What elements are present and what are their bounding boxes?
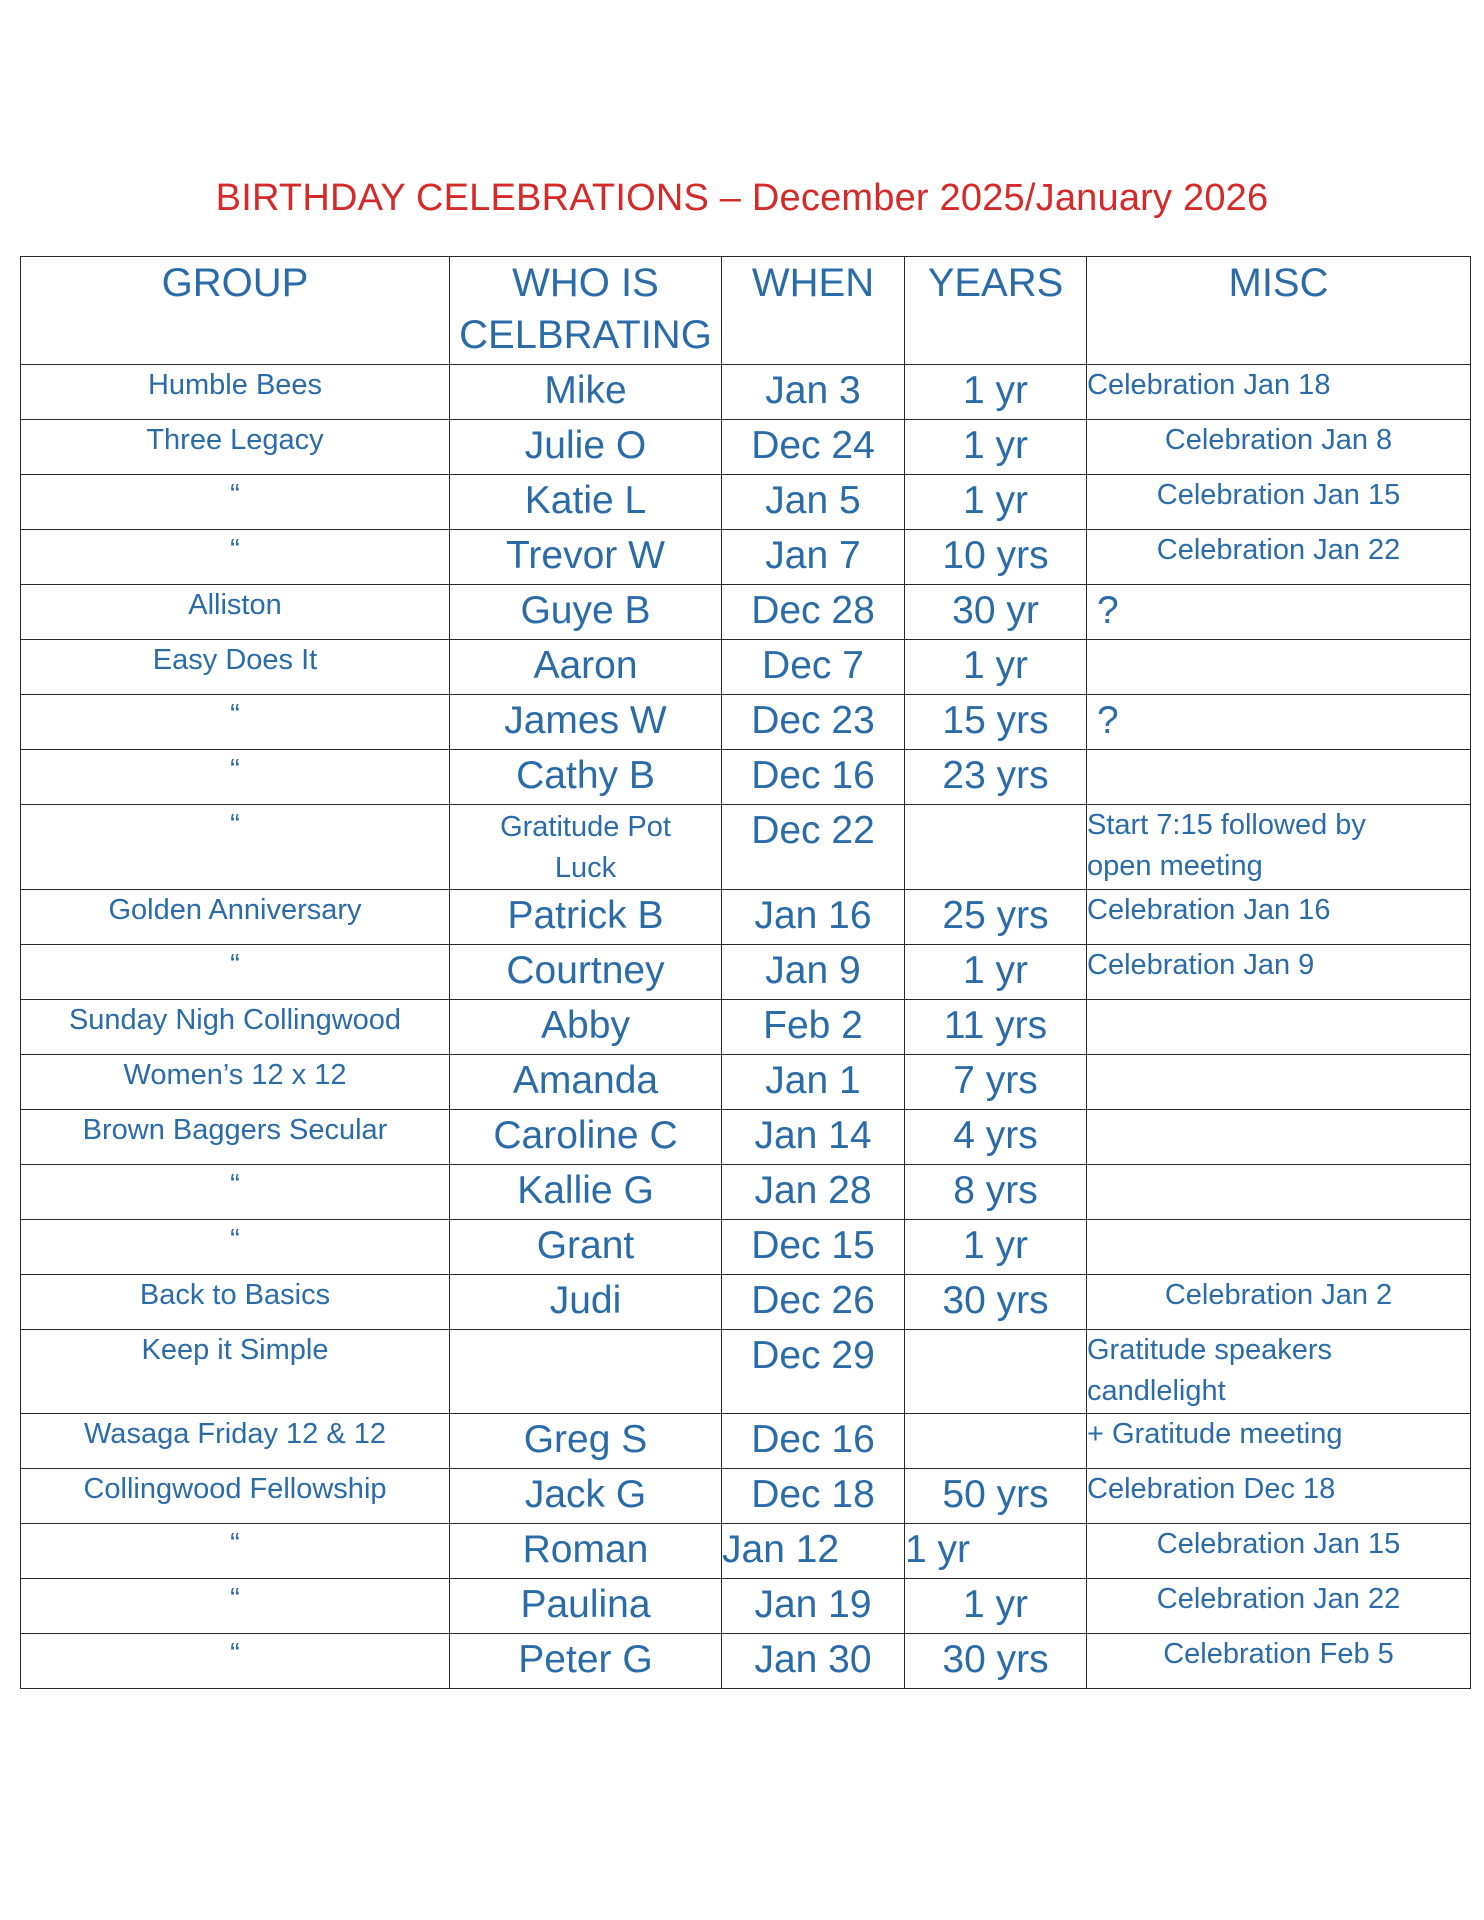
cell-when: Dec 23 xyxy=(722,695,905,750)
table-row xyxy=(21,750,1471,805)
table-row xyxy=(21,1330,1471,1414)
cell-who: Peter G xyxy=(450,1634,722,1689)
cell-years xyxy=(905,805,1087,890)
cell-misc: ? xyxy=(1087,585,1471,640)
cell-misc: Celebration Jan 2 xyxy=(1087,1275,1471,1330)
cell-who: Abby xyxy=(450,1000,722,1055)
table-row xyxy=(21,1275,1471,1330)
cell-group: Humble Bees xyxy=(21,365,450,420)
cell-when: Jan 5 xyxy=(722,475,905,530)
cell-who: Amanda xyxy=(450,1055,722,1110)
cell-misc xyxy=(1087,1110,1471,1165)
cell-who: Caroline C xyxy=(450,1110,722,1165)
cell-who: James W xyxy=(450,695,722,750)
table-row xyxy=(21,1110,1471,1165)
cell-who xyxy=(450,805,722,890)
cell-group: “ xyxy=(21,805,450,890)
cell-who: Jack G xyxy=(450,1469,722,1524)
cell-group: “ xyxy=(21,750,450,805)
cell-misc xyxy=(1087,640,1471,695)
cell-who: Kallie G xyxy=(450,1165,722,1220)
cell-misc xyxy=(1087,1165,1471,1220)
cell-when: Jan 7 xyxy=(722,530,905,585)
cell-when: Dec 24 xyxy=(722,420,905,475)
cell-misc xyxy=(1087,750,1471,805)
header-who-line2: CELBRATING xyxy=(459,313,712,357)
table-row xyxy=(21,530,1471,585)
table-row xyxy=(21,365,1471,420)
cell-who: Greg S xyxy=(450,1414,722,1469)
cell-who: Roman xyxy=(450,1524,722,1579)
page-title: BIRTHDAY CELEBRATIONS – December 2025/January 2026 xyxy=(215,177,1269,219)
table-row xyxy=(21,475,1471,530)
cell-group: “ xyxy=(21,1220,450,1275)
cell-misc: ? xyxy=(1087,695,1471,750)
cell-when: Dec 29 xyxy=(722,1330,905,1414)
cell-misc: Celebration Jan 9 xyxy=(1087,945,1471,1000)
table-row xyxy=(21,640,1471,695)
cell-who: Mike xyxy=(450,365,722,420)
cell-misc xyxy=(1087,1330,1471,1414)
table-row xyxy=(21,1055,1471,1110)
cell-misc: Celebration Jan 15 xyxy=(1087,1524,1471,1579)
cell-group: “ xyxy=(21,695,450,750)
cell-who: Cathy B xyxy=(450,750,722,805)
cell-misc: Celebration Jan 22 xyxy=(1087,1579,1471,1634)
table-row xyxy=(21,945,1471,1000)
cell-group: “ xyxy=(21,1524,450,1579)
cell-when: Dec 28 xyxy=(722,585,905,640)
cell-years: 1 yr xyxy=(905,1220,1087,1275)
cell-group: Keep it Simple xyxy=(21,1330,450,1414)
cell-when: Dec 7 xyxy=(722,640,905,695)
cell-misc-line2: open meeting xyxy=(1087,850,1263,882)
cell-who: Julie O xyxy=(450,420,722,475)
table-row xyxy=(21,1634,1471,1689)
cell-misc: + Gratitude meeting xyxy=(1087,1414,1471,1469)
header-group: GROUP xyxy=(21,257,450,365)
cell-misc: Celebration Feb 5 xyxy=(1087,1634,1471,1689)
cell-group: “ xyxy=(21,530,450,585)
cell-years: 10 yrs xyxy=(905,530,1087,585)
cell-years: 30 yr xyxy=(905,585,1087,640)
cell-misc: Celebration Dec 18 xyxy=(1087,1469,1471,1524)
cell-years: 1 yr xyxy=(905,1579,1087,1634)
table-row xyxy=(21,890,1471,945)
cell-who-line1: Gratitude Pot xyxy=(500,811,671,843)
cell-group: “ xyxy=(21,1165,450,1220)
cell-group: Back to Basics xyxy=(21,1275,450,1330)
cell-when: Jan 12 xyxy=(722,1524,905,1579)
cell-group: “ xyxy=(21,1634,450,1689)
cell-misc xyxy=(1087,1000,1471,1055)
table-row xyxy=(21,420,1471,475)
cell-misc-line1: Start 7:15 followed by xyxy=(1087,809,1366,841)
cell-who: Paulina xyxy=(450,1579,722,1634)
cell-who: Courtney xyxy=(450,945,722,1000)
table-row xyxy=(21,1000,1471,1055)
cell-years xyxy=(905,1414,1087,1469)
cell-group: Brown Baggers Secular xyxy=(21,1110,450,1165)
cell-when: Jan 3 xyxy=(722,365,905,420)
cell-years: 15 yrs xyxy=(905,695,1087,750)
cell-years: 1 yr xyxy=(905,640,1087,695)
cell-when: Dec 16 xyxy=(722,750,905,805)
cell-years: 7 yrs xyxy=(905,1055,1087,1110)
cell-group: Wasaga Friday 12 & 12 xyxy=(21,1414,450,1469)
cell-group: “ xyxy=(21,475,450,530)
cell-group: Golden Anniversary xyxy=(21,890,450,945)
header-when: WHEN xyxy=(722,257,905,365)
header-who-line1: WHO IS xyxy=(512,261,659,305)
cell-when: Dec 26 xyxy=(722,1275,905,1330)
cell-years: 1 yr xyxy=(905,475,1087,530)
cell-group: “ xyxy=(21,1579,450,1634)
cell-misc: Celebration Jan 16 xyxy=(1087,890,1471,945)
cell-misc-line1: Gratitude speakers xyxy=(1087,1334,1333,1366)
header-who xyxy=(450,257,722,365)
cell-group: Alliston xyxy=(21,585,450,640)
cell-when: Jan 30 xyxy=(722,1634,905,1689)
cell-group: Three Legacy xyxy=(21,420,450,475)
cell-who: Patrick B xyxy=(450,890,722,945)
cell-when: Feb 2 xyxy=(722,1000,905,1055)
header-misc: MISC xyxy=(1087,257,1471,365)
table-row xyxy=(21,805,1471,890)
cell-who: Aaron xyxy=(450,640,722,695)
table-row xyxy=(21,1165,1471,1220)
cell-years: 30 yrs xyxy=(905,1275,1087,1330)
cell-years: 1 yr xyxy=(905,1524,1087,1579)
table-row xyxy=(21,1220,1471,1275)
cell-when: Jan 9 xyxy=(722,945,905,1000)
cell-years: 30 yrs xyxy=(905,1634,1087,1689)
cell-who xyxy=(450,1330,722,1414)
cell-misc xyxy=(1087,1220,1471,1275)
cell-group: “ xyxy=(21,945,450,1000)
table-row xyxy=(21,1524,1471,1579)
cell-misc xyxy=(1087,805,1471,890)
table-row xyxy=(21,1579,1471,1634)
cell-group: Women’s 12 x 12 xyxy=(21,1055,450,1110)
cell-group: Sunday Nigh Collingwood xyxy=(21,1000,450,1055)
cell-years: 1 yr xyxy=(905,945,1087,1000)
cell-misc: Celebration Jan 22 xyxy=(1087,530,1471,585)
cell-years: 8 yrs xyxy=(905,1165,1087,1220)
cell-who: Trevor W xyxy=(450,530,722,585)
cell-when: Jan 1 xyxy=(722,1055,905,1110)
celebrations-table xyxy=(20,256,1471,1689)
cell-years: 25 yrs xyxy=(905,890,1087,945)
cell-years: 23 yrs xyxy=(905,750,1087,805)
cell-when: Dec 22 xyxy=(722,805,905,890)
header-row xyxy=(21,257,1471,365)
cell-when: Jan 28 xyxy=(722,1165,905,1220)
cell-who-line2: Luck xyxy=(554,852,617,884)
header-years: YEARS xyxy=(905,257,1087,365)
cell-misc: Celebration Jan 18 xyxy=(1087,365,1471,420)
cell-years: 4 yrs xyxy=(905,1110,1087,1165)
cell-years xyxy=(905,1330,1087,1414)
cell-years: 50 yrs xyxy=(905,1469,1087,1524)
cell-when: Dec 18 xyxy=(722,1469,905,1524)
cell-misc: Celebration Jan 15 xyxy=(1087,475,1471,530)
cell-years: 1 yr xyxy=(905,420,1087,475)
cell-years: 1 yr xyxy=(905,365,1087,420)
table-row xyxy=(21,1414,1471,1469)
cell-who: Judi xyxy=(450,1275,722,1330)
cell-misc-line2: candlelight xyxy=(1087,1375,1226,1407)
table-row xyxy=(21,1469,1471,1524)
cell-when: Jan 14 xyxy=(722,1110,905,1165)
cell-group: Collingwood Fellowship xyxy=(21,1469,450,1524)
cell-when: Dec 16 xyxy=(722,1414,905,1469)
table-row xyxy=(21,585,1471,640)
cell-who: Guye B xyxy=(450,585,722,640)
cell-misc xyxy=(1087,1055,1471,1110)
cell-when: Dec 15 xyxy=(722,1220,905,1275)
table-row xyxy=(21,695,1471,750)
cell-group: Easy Does It xyxy=(21,640,450,695)
cell-when: Jan 16 xyxy=(722,890,905,945)
cell-years: 11 yrs xyxy=(905,1000,1087,1055)
cell-who: Katie L xyxy=(450,475,722,530)
cell-misc: Celebration Jan 8 xyxy=(1087,420,1471,475)
cell-who: Grant xyxy=(450,1220,722,1275)
cell-when: Jan 19 xyxy=(722,1579,905,1634)
